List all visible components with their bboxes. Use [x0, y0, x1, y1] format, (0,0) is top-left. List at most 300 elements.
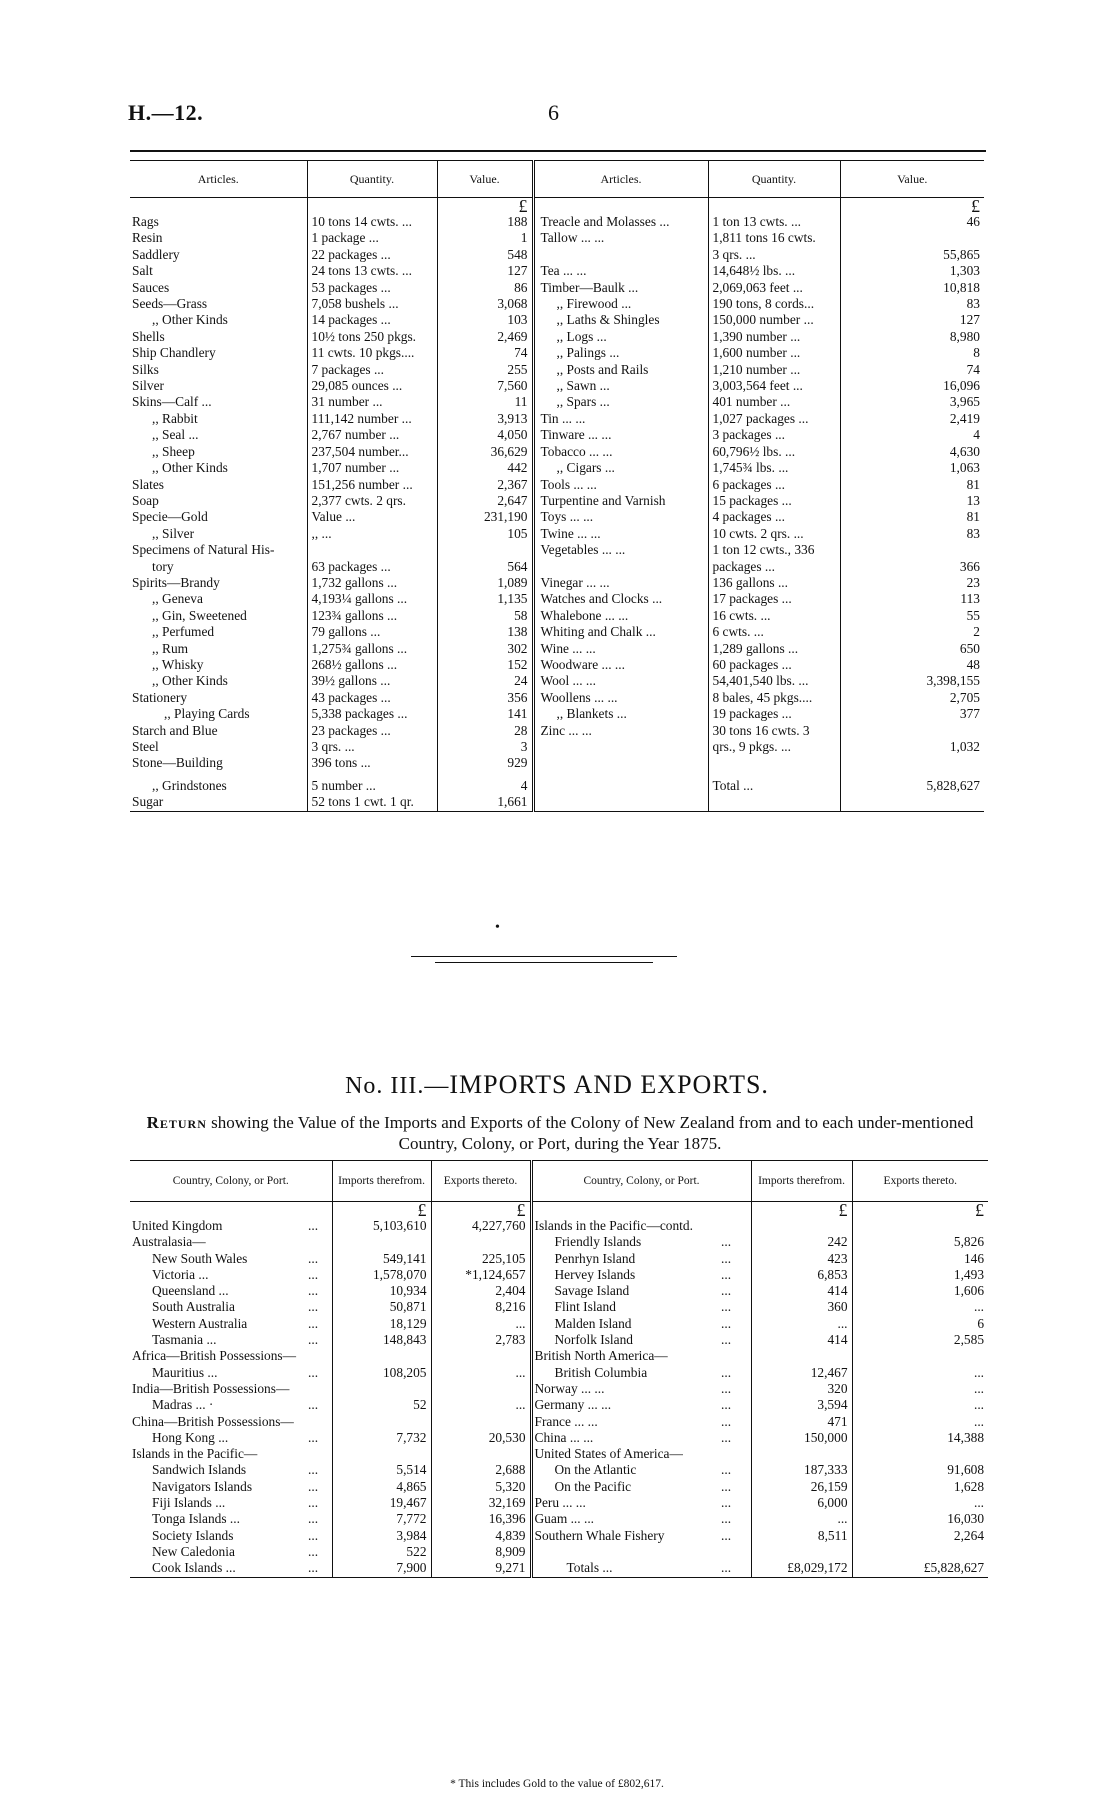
exports-value	[431, 1381, 531, 1397]
empty-cell	[533, 198, 708, 215]
article-name: Tin ... ...	[533, 411, 708, 427]
exports-value: 91,608	[852, 1462, 988, 1478]
article-value: 28	[437, 723, 533, 739]
leader-dots: ...	[721, 1266, 732, 1282]
article-quantity: 1,600 number ...	[708, 345, 840, 361]
article-quantity: 5 number ...	[307, 772, 437, 794]
country-name: Norway ... ...	[531, 1381, 721, 1397]
article-value: 4	[840, 427, 984, 443]
table-row	[130, 312, 984, 328]
article-quantity: 237,504 number...	[307, 444, 437, 460]
country-name: China ... ...	[531, 1430, 721, 1446]
article-value: 4,050	[437, 427, 533, 443]
table-row	[130, 1414, 988, 1430]
article-name: Shells	[132, 328, 165, 344]
table-row	[130, 706, 984, 722]
article-value: 1	[437, 230, 533, 246]
article-value: 1,032	[840, 739, 984, 755]
imports-value: 423	[751, 1251, 852, 1267]
empty-cell	[708, 198, 840, 215]
article-quantity: 1,745¾ lbs. ...	[708, 460, 840, 476]
article-quantity: Value ...	[307, 509, 437, 525]
article-name: Steel	[132, 739, 159, 754]
leader-dots: ...	[308, 1511, 319, 1527]
article-quantity: 60,796½ lbs. ...	[708, 444, 840, 460]
article-name: Spirits—Brandy	[132, 574, 220, 590]
article-quantity: 14 packages ...	[307, 312, 437, 328]
article-quantity: 30 tons 16 cwts. 3	[708, 723, 840, 739]
article-value: 13	[840, 493, 984, 509]
table-row	[130, 378, 984, 394]
article-value: 83	[840, 526, 984, 542]
leader-dots: ...	[308, 1543, 319, 1559]
article-name: Wine ... ...	[533, 641, 708, 657]
table-row	[130, 1283, 988, 1299]
article-quantity: 1,732 gallons ...	[307, 575, 437, 591]
article-value: 255	[437, 362, 533, 378]
leader-dots: ...	[721, 1413, 732, 1429]
table-row	[130, 1397, 988, 1413]
articles-table-header	[130, 161, 984, 198]
imports-value: 18,129	[332, 1316, 431, 1332]
empty-cell	[531, 1202, 721, 1219]
exports-value	[431, 1414, 531, 1430]
imports-value: 3,984	[332, 1528, 431, 1544]
article-value: 1,303	[840, 263, 984, 279]
article-name	[533, 559, 708, 575]
article-name: ,, Other Kinds	[152, 460, 228, 476]
article-quantity: 24 tons 13 cwts. ...	[307, 263, 437, 279]
article-quantity: 10 cwts. 2 qrs. ...	[708, 526, 840, 542]
article-quantity: 150,000 number ...	[708, 312, 840, 328]
empty-cell	[533, 794, 708, 811]
leader-dots: ...	[721, 1234, 732, 1250]
imports-value: 414	[751, 1283, 852, 1299]
exports-value	[852, 1544, 988, 1560]
article-name: ,, Sawn ...	[533, 378, 708, 394]
imports-value: 26,159	[751, 1479, 852, 1495]
article-quantity: 63 packages ...	[307, 559, 437, 575]
leader-dots: ...	[308, 1527, 319, 1543]
exports-value: 16,030	[852, 1511, 988, 1527]
currency-symbol: £	[751, 1202, 852, 1219]
article-value: 23	[840, 575, 984, 591]
exports-value: *1,124,657	[431, 1267, 531, 1283]
exports-value	[431, 1234, 531, 1250]
return-word: Return	[146, 1113, 207, 1132]
article-value: 103	[437, 312, 533, 328]
article-quantity: Total ...	[708, 772, 840, 794]
article-value	[840, 542, 984, 558]
imports-value: 1,578,070	[332, 1267, 431, 1283]
article-name: Toys ... ...	[533, 509, 708, 525]
table-row	[130, 794, 984, 811]
country-name: Islands in the Pacific—	[132, 1446, 258, 1462]
article-name: Salt	[132, 263, 153, 279]
article-quantity: 3 qrs. ...	[708, 247, 840, 263]
imports-value: £8,029,172	[751, 1560, 852, 1577]
leader-dots: ...	[308, 1266, 319, 1282]
leader-dots: ...	[721, 1397, 732, 1413]
article-quantity: 1 ton 12 cwts., 336	[708, 542, 840, 558]
currency-symbol: £	[332, 1202, 431, 1219]
leader-dots: ...	[308, 1299, 319, 1315]
leader-dots: ...	[308, 1462, 319, 1478]
country-name: Islands in the Pacific—contd.	[531, 1218, 721, 1234]
article-quantity: 123¾ gallons ...	[307, 608, 437, 624]
table-row	[130, 673, 984, 689]
country-name: United States of America—	[531, 1446, 721, 1462]
leader-dots: ...	[721, 1315, 732, 1331]
article-quantity: 1 package ...	[307, 230, 437, 246]
country-name: On the Atlantic	[531, 1462, 721, 1478]
imports-value: 12,467	[751, 1365, 852, 1381]
article-quantity: 31 number ...	[307, 394, 437, 410]
country-name: Friendly Islands	[531, 1234, 721, 1250]
article-value: 105	[437, 526, 533, 542]
leader-dots: ...	[308, 1250, 319, 1266]
table-row	[130, 1446, 988, 1462]
article-quantity: 16 cwts. ...	[708, 608, 840, 624]
article-value: 650	[840, 641, 984, 657]
imports-value	[751, 1348, 852, 1364]
table-row	[130, 444, 984, 460]
imports-value	[332, 1348, 431, 1364]
article-value	[840, 755, 984, 771]
article-value: 8	[840, 345, 984, 361]
country-name: Madras ... ·	[152, 1397, 214, 1413]
table-row	[130, 690, 984, 706]
country-name: Cook Islands ...	[152, 1560, 236, 1576]
article-name: ,, Blankets ...	[533, 706, 708, 722]
table-row	[130, 214, 984, 230]
article-value: 3,965	[840, 394, 984, 410]
article-name: Starch and Blue	[132, 722, 218, 738]
exports-value: ...	[431, 1316, 531, 1332]
country-name: Hong Kong ...	[152, 1429, 229, 1445]
article-quantity: ,, ...	[307, 526, 437, 542]
article-value: 377	[840, 706, 984, 722]
imports-value: 471	[751, 1414, 852, 1430]
article-value: 83	[840, 296, 984, 312]
article-value: 2,469	[437, 329, 533, 345]
article-quantity: qrs., 9 pkgs. ...	[708, 739, 840, 755]
imports-value	[332, 1414, 431, 1430]
article-name: ,, Spars ...	[533, 394, 708, 410]
article-value: 188	[437, 214, 533, 230]
leader-dots: ...	[721, 1462, 732, 1478]
country-name: Mauritius ...	[152, 1364, 218, 1380]
leader-dots	[308, 1381, 332, 1397]
article-name: ,, Logs ...	[533, 329, 708, 345]
country-name: New South Wales	[152, 1250, 248, 1266]
article-value: 2	[840, 624, 984, 640]
currency-symbol: £	[437, 198, 533, 215]
article-value: 74	[437, 345, 533, 361]
stray-mark: •	[495, 920, 500, 935]
article-value: 127	[437, 263, 533, 279]
exports-value	[852, 1446, 988, 1462]
country-name: Totals ...	[531, 1560, 721, 1577]
article-name	[533, 247, 708, 263]
article-quantity: 79 gallons ...	[307, 624, 437, 640]
country-name: Flint Island	[531, 1299, 721, 1315]
table-row	[130, 509, 984, 525]
exports-value: 9,271	[431, 1560, 531, 1577]
country-name: United Kingdom	[132, 1218, 223, 1233]
article-name: ,, Other Kinds	[152, 673, 228, 689]
col-header-value: Value.	[437, 161, 533, 198]
article-quantity: 54,401,540 lbs. ...	[708, 673, 840, 689]
return-text: showing the Value of the Imports and Exports of the Colony of New Zealand from and to each under-mentioned Country, Colony, or Port, during the Year 1875.	[211, 1113, 974, 1153]
table-row	[130, 247, 984, 263]
section-title-main: IMPORTS AND EXPORTS.	[449, 1070, 769, 1099]
table-row	[130, 1348, 988, 1364]
leader-dots: ...	[308, 1283, 319, 1299]
exports-value: 2,688	[431, 1462, 531, 1478]
article-quantity: 7 packages ...	[307, 362, 437, 378]
article-name: Skins—Calf ...	[132, 394, 212, 410]
exports-value	[431, 1348, 531, 1364]
leader-dots	[308, 1234, 332, 1250]
table-row	[130, 1528, 988, 1544]
table-row	[130, 411, 984, 427]
article-value: 3,068	[437, 296, 533, 312]
section-title	[0, 1070, 1114, 1100]
exports-value: 4,839	[431, 1528, 531, 1544]
table-row	[130, 280, 984, 296]
imports-value: 5,103,610	[332, 1218, 431, 1234]
table-row	[130, 755, 984, 771]
country-name: On the Pacific	[531, 1479, 721, 1495]
col-header-country-2: Country, Colony, or Port.	[531, 1161, 751, 1202]
article-name: Soap	[132, 492, 159, 508]
table-row	[130, 1218, 988, 1234]
article-value: 113	[840, 591, 984, 607]
table-row	[130, 427, 984, 443]
imports-value: ...	[751, 1511, 852, 1527]
imports-value: 50,871	[332, 1299, 431, 1315]
leader-dots: ...	[721, 1250, 732, 1266]
country-name: South Australia	[152, 1299, 235, 1315]
leader-dots: ...	[721, 1283, 732, 1299]
article-name: Sugar	[132, 794, 164, 810]
table-row	[130, 1381, 988, 1397]
col-header-articles-2: Articles.	[533, 161, 708, 198]
article-quantity: 15 packages ...	[708, 493, 840, 509]
page-number: 6	[548, 100, 559, 125]
article-value: 55	[840, 608, 984, 624]
imports-value: 4,865	[332, 1479, 431, 1495]
imports-value: 7,900	[332, 1560, 431, 1577]
col-header-imports: Imports therefrom.	[332, 1161, 431, 1202]
empty-cell	[708, 794, 840, 811]
exports-value: ...	[852, 1299, 988, 1315]
country-name: Savage Island	[531, 1283, 721, 1299]
article-name: Seeds—Grass	[132, 296, 208, 312]
article-name: Woodware ... ...	[533, 657, 708, 673]
article-name: tory	[152, 558, 174, 574]
currency-row	[130, 198, 984, 215]
exports-value: 5,320	[431, 1479, 531, 1495]
article-value: 48	[840, 657, 984, 673]
col-header-quantity: Quantity.	[307, 161, 437, 198]
imports-value: 320	[751, 1381, 852, 1397]
article-name: Ship Chandlery	[132, 345, 216, 361]
empty-cell	[130, 198, 307, 215]
exports-value: 225,105	[431, 1251, 531, 1267]
country-name: Fiji Islands ...	[152, 1495, 226, 1511]
article-name: Rags	[132, 214, 159, 229]
article-name: Slates	[132, 476, 164, 492]
article-value: 2,419	[840, 411, 984, 427]
article-name: Silver	[132, 378, 164, 394]
imports-value	[751, 1446, 852, 1462]
country-name: Queensland ...	[152, 1283, 229, 1299]
empty-cell	[307, 198, 437, 215]
article-name: Tea ... ...	[533, 263, 708, 279]
country-name: France ... ...	[531, 1414, 721, 1430]
article-value: 302	[437, 641, 533, 657]
article-quantity: packages ...	[708, 559, 840, 575]
article-name: Watches and Clocks ...	[533, 591, 708, 607]
article-value: 3,913	[437, 411, 533, 427]
article-value: 929	[437, 755, 533, 771]
table-row	[130, 1544, 988, 1560]
article-quantity: 136 gallons ...	[708, 575, 840, 591]
article-quantity: 3,003,564 feet ...	[708, 378, 840, 394]
article-value: 152	[437, 657, 533, 673]
exports-value: 16,396	[431, 1511, 531, 1527]
exports-value: ...	[852, 1495, 988, 1511]
article-name: ,, Posts and Rails	[533, 362, 708, 378]
exports-value: ...	[852, 1381, 988, 1397]
table-row	[130, 542, 984, 558]
empty-cell	[721, 1202, 751, 1219]
article-value: 141	[437, 706, 533, 722]
article-value: 8,980	[840, 329, 984, 345]
article-value: 1,089	[437, 575, 533, 591]
imports-value	[332, 1446, 431, 1462]
article-name: Silks	[132, 361, 159, 377]
imports-value: 108,205	[332, 1365, 431, 1381]
country-name: Australasia—	[132, 1234, 206, 1250]
imports-value: 8,511	[751, 1528, 852, 1544]
article-name	[533, 772, 708, 794]
col-header-value-2: Value.	[840, 161, 984, 198]
country-name: New Caledonia	[152, 1543, 235, 1559]
exports-value: 8,909	[431, 1544, 531, 1560]
exports-value: ...	[431, 1397, 531, 1413]
table-row	[130, 1479, 988, 1495]
section-description	[130, 1112, 990, 1154]
article-quantity: 2,767 number ...	[307, 427, 437, 443]
article-quantity: 2,069,063 feet ...	[708, 280, 840, 296]
leader-dots: ...	[721, 1299, 732, 1315]
article-quantity: 60 packages ...	[708, 657, 840, 673]
article-quantity: 39½ gallons ...	[307, 673, 437, 689]
article-value: 138	[437, 624, 533, 640]
leader-dots	[721, 1544, 751, 1560]
leader-dots: ...	[721, 1478, 732, 1494]
exports-value	[852, 1218, 988, 1234]
table-row	[130, 362, 984, 378]
exports-value	[431, 1446, 531, 1462]
exports-value: 4,227,760	[431, 1218, 531, 1234]
leader-dots	[308, 1446, 332, 1462]
leader-dots: ...	[721, 1429, 732, 1445]
article-quantity: 43 packages ...	[307, 690, 437, 706]
article-value: 2,647	[437, 493, 533, 509]
article-value: 231,190	[437, 509, 533, 525]
article-name: ,, Firewood ...	[533, 296, 708, 312]
leader-dots: ...	[721, 1495, 732, 1511]
exports-value: 6	[852, 1316, 988, 1332]
section-divider	[411, 956, 677, 957]
leader-dots: ...	[721, 1380, 732, 1396]
table-row	[130, 1299, 988, 1315]
footnote: * This includes Gold to the value of £802,617.	[450, 1778, 664, 1790]
article-name: ,, Sheep	[152, 443, 195, 459]
article-quantity: 3 qrs. ...	[307, 739, 437, 755]
article-value: 11	[437, 394, 533, 410]
country-name: Sandwich Islands	[152, 1462, 247, 1478]
article-value: 36,629	[437, 444, 533, 460]
page-reference: H.—12.	[128, 100, 204, 125]
article-name: Tobacco ... ...	[533, 444, 708, 460]
exports-value: 5,826	[852, 1234, 988, 1250]
col-header-exports-2: Exports thereto.	[852, 1161, 988, 1202]
article-quantity: 1,289 gallons ...	[708, 641, 840, 657]
leader-dots	[308, 1348, 332, 1364]
leader-dots: ...	[308, 1495, 319, 1511]
country-name: China—British Possessions—	[132, 1413, 294, 1429]
table-row	[130, 263, 984, 279]
article-quantity: 401 number ...	[708, 394, 840, 410]
article-quantity: 4 packages ...	[708, 509, 840, 525]
leader-dots	[721, 1348, 751, 1364]
article-quantity	[307, 542, 437, 558]
article-quantity: 1,210 number ...	[708, 362, 840, 378]
article-quantity: 111,142 number ...	[307, 411, 437, 427]
article-quantity: 6 packages ...	[708, 477, 840, 493]
col-header-quantity-2: Quantity.	[708, 161, 840, 198]
article-value: 7,560	[437, 378, 533, 394]
imports-value: 360	[751, 1299, 852, 1315]
article-value: 548	[437, 247, 533, 263]
article-quantity	[708, 755, 840, 771]
article-value: 356	[437, 690, 533, 706]
article-name: Whiting and Chalk ...	[533, 624, 708, 640]
article-quantity: 1,027 packages ...	[708, 411, 840, 427]
imports-value: 148,843	[332, 1332, 431, 1348]
country-name: Germany ... ...	[531, 1397, 721, 1413]
article-name: ,, Rum	[152, 640, 189, 656]
table-row	[130, 477, 984, 493]
imports-value: 522	[332, 1544, 431, 1560]
article-name: ,, Seal ...	[152, 427, 199, 443]
imports-value: 7,772	[332, 1511, 431, 1527]
country-name: Guam ... ...	[531, 1511, 721, 1527]
currency-symbol: £	[431, 1202, 531, 1219]
article-value: 81	[840, 509, 984, 525]
article-value: 46	[840, 214, 984, 230]
imports-value: 7,732	[332, 1430, 431, 1446]
article-quantity: 52 tons 1 cwt. 1 qr.	[307, 794, 437, 811]
table-row	[130, 1511, 988, 1527]
table-row	[130, 345, 984, 361]
country-name: Tonga Islands ...	[152, 1511, 240, 1527]
